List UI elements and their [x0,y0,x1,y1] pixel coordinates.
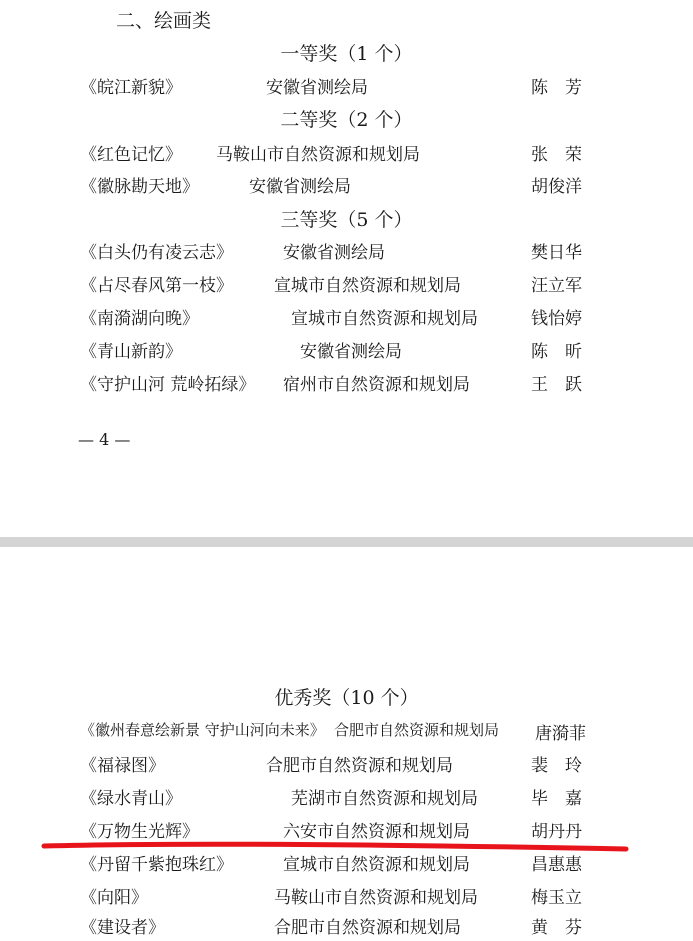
author-name: 樊日华 [531,243,582,263]
page-number: — 4 — [78,430,131,449]
author-name: 毕 嘉 [531,789,582,809]
organization: 宣城市自然资源和规划局 [274,276,461,296]
author-name: 昌惠惠 [531,855,582,875]
organization: 合肥市自然资源和规划局 [274,918,461,938]
organization: 马鞍山市自然资源和规划局 [274,888,478,908]
organization: 六安市自然资源和规划局 [283,822,470,842]
red-underline-stroke [44,844,626,849]
organization: 宣城市自然资源和规划局 [283,855,470,875]
work-title: 《向阳》 [80,888,148,908]
work-title: 《建设者》 [80,918,165,938]
author-name: 陈 昕 [531,342,582,362]
author-name: 黄 芬 [531,918,582,938]
section-heading: 二、绘画类 [116,10,212,32]
author-name: 裴 玲 [531,756,582,776]
author-name: 唐漪菲 [535,724,586,744]
work-title: 《徽州春意绘新景 守护山河向未来》 [80,721,325,739]
work-title: 《占尽春风第一枝》 [80,276,233,296]
author-name: 王 跃 [531,375,582,395]
prize-heading-excellent: 优秀奖（10 个） [274,687,419,709]
prize-heading-third: 三等奖（5 个） [280,209,413,231]
organization: 马鞍山市自然资源和规划局 [216,145,420,165]
work-title: 《白头仍有凌云志》 [80,243,233,263]
author-name: 汪立军 [531,276,582,296]
work-title: 《万物生光辉》 [80,822,199,842]
work-title: 《皖江新貌》 [80,78,182,98]
organization: 合肥市自然资源和规划局 [334,721,500,739]
organization: 安徽省测绘局 [249,177,351,197]
organization: 合肥市自然资源和规划局 [266,756,453,776]
organization: 宣城市自然资源和规划局 [291,309,478,329]
organization: 芜湖市自然资源和规划局 [291,789,478,809]
author-name: 张 荣 [531,145,582,165]
organization: 宿州市自然资源和规划局 [283,375,470,395]
author-name: 胡俊洋 [531,177,582,197]
author-name: 钱怡婷 [531,309,582,329]
organization: 安徽省测绘局 [266,78,368,98]
author-name: 陈 芳 [531,78,582,98]
work-title: 《红色记忆》 [80,145,182,165]
organization: 安徽省测绘局 [283,243,385,263]
work-title: 《福禄图》 [80,756,165,776]
work-title: 《守护山河 荒岭拓绿》 [80,375,256,395]
organization: 安徽省测绘局 [300,342,402,362]
author-name: 梅玉立 [531,888,582,908]
work-title: 《青山新韵》 [80,342,182,362]
work-title: 《丹留千紫抱珠红》 [80,855,233,875]
work-title: 《南漪湖向晚》 [80,309,199,329]
author-name: 胡丹丹 [531,822,582,842]
work-title: 《徽脉勘天地》 [80,177,199,197]
work-title: 《绿水青山》 [80,789,182,809]
prize-heading-first: 一等奖（1 个） [280,43,413,65]
prize-heading-second: 二等奖（2 个） [280,109,413,131]
